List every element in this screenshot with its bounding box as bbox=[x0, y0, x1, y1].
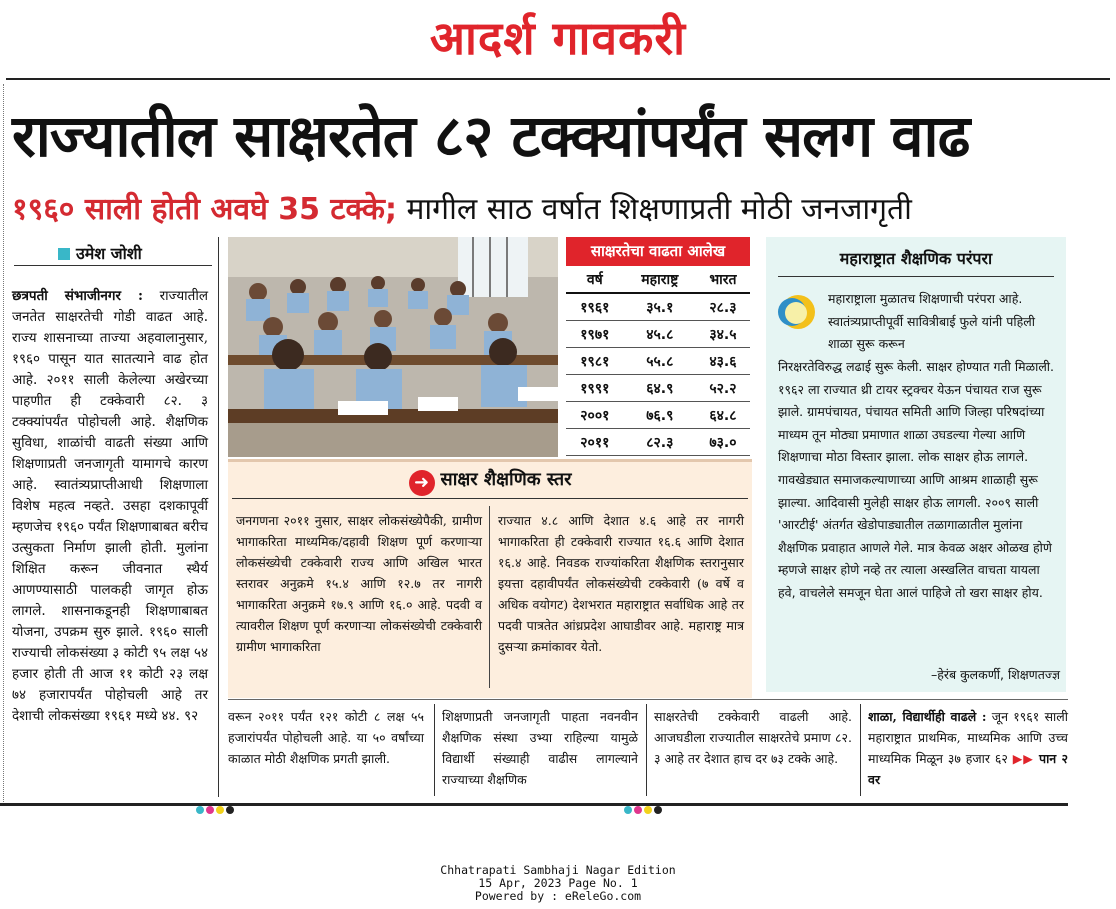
panel-rule bbox=[232, 498, 748, 499]
panel-title-text: साक्षर शैक्षणिक स्तर bbox=[440, 469, 572, 490]
table-cell: २००१ bbox=[566, 402, 624, 429]
arrow-right-icon: ➜ bbox=[409, 470, 435, 496]
page-edge-dotted bbox=[3, 84, 5, 804]
table-cell: ६४.८ bbox=[696, 402, 750, 429]
panel-divider bbox=[489, 506, 490, 688]
table-cell: ६४.९ bbox=[624, 375, 696, 402]
table-cell: १९७१ bbox=[566, 321, 624, 348]
masthead-logo: आदर्श गावकरी bbox=[429, 11, 687, 65]
edition-name: Chhatrapati Sambhaji Nagar Edition bbox=[440, 863, 676, 877]
page-headline: राज्यातील साक्षरतेत ८२ टक्क्यांपर्यंत सलग वाढ bbox=[12, 102, 970, 170]
bottom-column-4 bbox=[868, 706, 1068, 790]
sidebar-text-intro: महाराष्ट्राला मुळातच शिक्षणाची परंपरा आहे. स्वातंत्र्यप्राप्तीपूर्वी सावित्रीबाई फुले यांनी पहिली शाळा सुरू करून bbox=[828, 291, 1035, 352]
table-header-maharashtra: महाराष्ट्र bbox=[624, 266, 696, 293]
bottom-divider-2 bbox=[646, 704, 647, 796]
panel-column-1: जनगणना २०११ नुसार, साक्षर लोकसंख्येपैकी, ग्रामीण भागाकरिता माध्यमिक/दहावी शिक्षण पूर्ण करणाऱ्या लोकसंख्येची टक्केवारी राज्य आणि अखिल भारत स्तरावर अनुक्रमे १५.४ आणि १२.७ तर नागरी भागाकरिता अनुक्रमे १७.९ आणि १६.० आहे. पदवी व त्यावरील शिक्षण पूर्ण करणाऱ्या लोकसंख्येची टक्केवारी ग्रामीण भागाकरिता bbox=[236, 513, 482, 654]
cyan-dot bbox=[196, 806, 204, 814]
table-cell: ३४.५ bbox=[696, 321, 750, 348]
cyan-dot bbox=[624, 806, 632, 814]
literacy-table-title: साक्षरतेचा वाढता आलेख bbox=[566, 237, 750, 266]
sidebar-rule bbox=[778, 276, 1054, 277]
literacy-table bbox=[566, 266, 750, 456]
table-header-row bbox=[566, 266, 750, 293]
table-cell: १९९१ bbox=[566, 375, 624, 402]
subheadline-black: मागील साठ वर्षात शिक्षणाप्रती मोठी जनजागृती bbox=[396, 192, 912, 227]
table-cell: ७६.९ bbox=[624, 402, 696, 429]
table-cell: २०११ bbox=[566, 429, 624, 456]
powered-by[interactable]: Powered by : eReleGo.com bbox=[474, 889, 642, 903]
expert-logo-icon bbox=[776, 292, 816, 332]
footer-rule bbox=[0, 803, 1068, 806]
magenta-dot bbox=[634, 806, 642, 814]
table-cell: २८.३ bbox=[696, 293, 750, 321]
table-cell: ५५.८ bbox=[624, 348, 696, 375]
bottom-column-4-text: जून १९६१ साली महाराष्ट्रात प्राथमिक, माध्यमिक आणि उच्च माध्यमिक मिळून ३७ हजार ६२ bbox=[868, 709, 1068, 766]
byline-rule bbox=[14, 265, 212, 266]
column-1-text: राज्यातील जनतेत साक्षरतेची गोडी वाढत आहे. राज्य शासनाच्या ताज्या अहवालानुसार, १९६० पासून यात सातत्याने वाढ होत आहे. २०११ साली केलेल्या अखेरच्या पाहणीत ही टक्केवारी ८२. ३ टक्क्यांपर्यंत पोहोचली आहे. शैक्षणिक सुविधा, शाळांची वाढती संख्या आणि शिक्षणाप्रती जनजागृती यामागचे कारण आहे. स्वातंत्र्यप्राप्तीआधी शिक्षणाला विशेष महत्व नव्हते. उसहा दशकापूर्वी म्हणजेच १९६० पर्यंत शिक्षणाबाबत बरीच उत्सुकता निर्माण झाली होती. मुलांना शिक्षित करून जीवनात स्थैर्य आणण्यासाठी पालकही जागृत होऊ लागले. शासनाकडूनही शिक्षणाबाबत योजना, उपक्रम सुरु झाले. १९६० साली राज्याची लोकसंख्या ३ कोटी ९५ लक्ष ५४ हजार होती ती आज ११ कोटी २३ लक्ष ७४ हजारापर्यंत पोहोचली आहे तर देशाची लोकसंख्या १९६१ मध्ये ४४. ९२ bbox=[12, 288, 208, 724]
sidebar-title: महाराष्ट्रात शैक्षणिक परंपरा bbox=[839, 249, 993, 268]
table-cell: ४५.८ bbox=[624, 321, 696, 348]
subheadline-red: १९६० साली होती अवघे 35 टक्के; bbox=[12, 192, 397, 227]
bottom-column-1: वरून २०११ पर्यंत १२१ कोटी ८ लक्ष ५५ हजारांपर्यंत पोहोचली आहे. या ५० वर्षांच्या काळात मोठी शैक्षणिक प्रगती झाली. bbox=[228, 709, 424, 766]
byline-author: उमेश जोशी bbox=[76, 244, 142, 263]
table-row bbox=[566, 375, 750, 402]
table-row bbox=[566, 293, 750, 321]
bottom-rule bbox=[228, 699, 1068, 700]
bottom-column-3: साक्षरतेची टक्केवारी वाढली आहे. आजघडीला राज्यातील साक्षरतेचे प्रमाण ८२. ३ आहे तर देशात हाच दर ७३ टक्के आहे. bbox=[654, 709, 852, 766]
black-dot bbox=[226, 806, 234, 814]
panel-column-2: राज्यात ४.८ आणि देशात ४.६ आहे तर नागरी भागाकरिता ही टक्केवारी राज्यात १६.६ आणि देशात १६.४ आहे. निवडक राज्यांकरिता शैक्षणिक स्तरानुसार इयत्ता दहावीपर्यंत लोकसंख्येची टक्केवारी (७ वर्षे व अधिक वयोगट) देशभरात महाराष्ट्रात सर्वाधिक आहे तर पदवी पात्रतेत आंध्रप्रदेश आघाडीवर आहे. महाराष्ट्र मात्र दुसऱ्या क्रमांकावर येतो. bbox=[498, 513, 744, 654]
table-cell: १९६१ bbox=[566, 293, 624, 321]
table-cell: ८२.३ bbox=[624, 429, 696, 456]
table-cell: ३५.१ bbox=[624, 293, 696, 321]
table-row bbox=[566, 402, 750, 429]
bottom-divider-1 bbox=[434, 704, 435, 796]
sidebar-signature bbox=[778, 664, 1060, 686]
subsection-heading: शाळा, विद्यार्थीही वाढले : bbox=[868, 709, 987, 724]
classroom-photo bbox=[228, 237, 558, 457]
table-header-india: भारत bbox=[696, 266, 750, 293]
edition-date-page: 15 Apr, 2023 Page No. 1 bbox=[478, 876, 638, 890]
byline bbox=[58, 242, 142, 264]
panel-title bbox=[228, 466, 752, 496]
yellow-dot bbox=[644, 806, 652, 814]
double-arrow-icon: ▶▶ bbox=[1012, 751, 1034, 766]
signature-name: –हेरंब कुलकर्णी, bbox=[930, 667, 1008, 682]
bottom-divider-3 bbox=[860, 704, 861, 796]
registration-marks-right bbox=[624, 799, 664, 809]
registration-marks-left bbox=[196, 799, 236, 809]
bottom-column-2: शिक्षणाप्रती जनजागृती पाहता नवनवीन शैक्षणिक संस्था उभ्या राहिल्या यामुळे विद्यार्थी संख्याही वाढीस लागल्याने राज्याच्या शैक्षणिक bbox=[442, 709, 638, 787]
table-row bbox=[566, 348, 750, 375]
magenta-dot bbox=[206, 806, 214, 814]
article-column-1 bbox=[12, 286, 208, 727]
dateline: छत्रपती संभाजीनगर : bbox=[12, 288, 143, 304]
continued-label: पान २ वर bbox=[868, 751, 1068, 787]
signature-role: शिक्षणतज्ज्ञ bbox=[1007, 667, 1060, 682]
subheadline bbox=[12, 188, 1112, 232]
edition-footer bbox=[0, 864, 1116, 903]
table-cell: ५२.२ bbox=[696, 375, 750, 402]
table-cell: १९८१ bbox=[566, 348, 624, 375]
column-divider bbox=[218, 237, 219, 797]
sidebar-text-main: निरक्षरतेविरुद्ध लढाई सुरू केली. साक्षर होण्यात गती मिळाली. १९६२ ला राज्यात थ्री टायर स्ट्रक्चर येऊन पंचायत राज सुरू झाले. ग्रामपंचायत, पंचायत समिती आणि जिल्हा परिषदांच्या माध्यम तून मोठ्या प्रमाणात शाळा उघडल्या गेल्या आणि शिक्षणाचा मोठा विस्तार झाला. लोक साक्षर होऊ लागले. गावखेड्यात समाजकल्याणाच्या आणि आश्रम शाळाही सुरू झाल्या. आदिवासी मुलेही साक्षर होऊ लागली. २००९ साली 'आरटीई' अंतर्गत खेडोपाड्यातील तळागाळातील मुलांना शैक्षणिक प्रवाहात आणले गेले. मात्र केवळ अक्षर ओळख होणे म्हणजे साक्षर होणे नव्हे तर त्याला अस्खलित वाचता यायला हवे, वाचलेले समजून घेता आलं पाहिजे तो खरा साक्षर होय. bbox=[778, 359, 1055, 600]
masthead-rule bbox=[6, 78, 1110, 80]
table-cell: ४३.६ bbox=[696, 348, 750, 375]
byline-square-icon bbox=[58, 248, 70, 260]
table-cell: ७३.० bbox=[696, 429, 750, 456]
table-row bbox=[566, 429, 750, 456]
table-header-year: वर्ष bbox=[566, 266, 624, 293]
table-row bbox=[566, 321, 750, 348]
classroom-illustration bbox=[228, 237, 558, 457]
yellow-dot bbox=[216, 806, 224, 814]
black-dot bbox=[654, 806, 662, 814]
